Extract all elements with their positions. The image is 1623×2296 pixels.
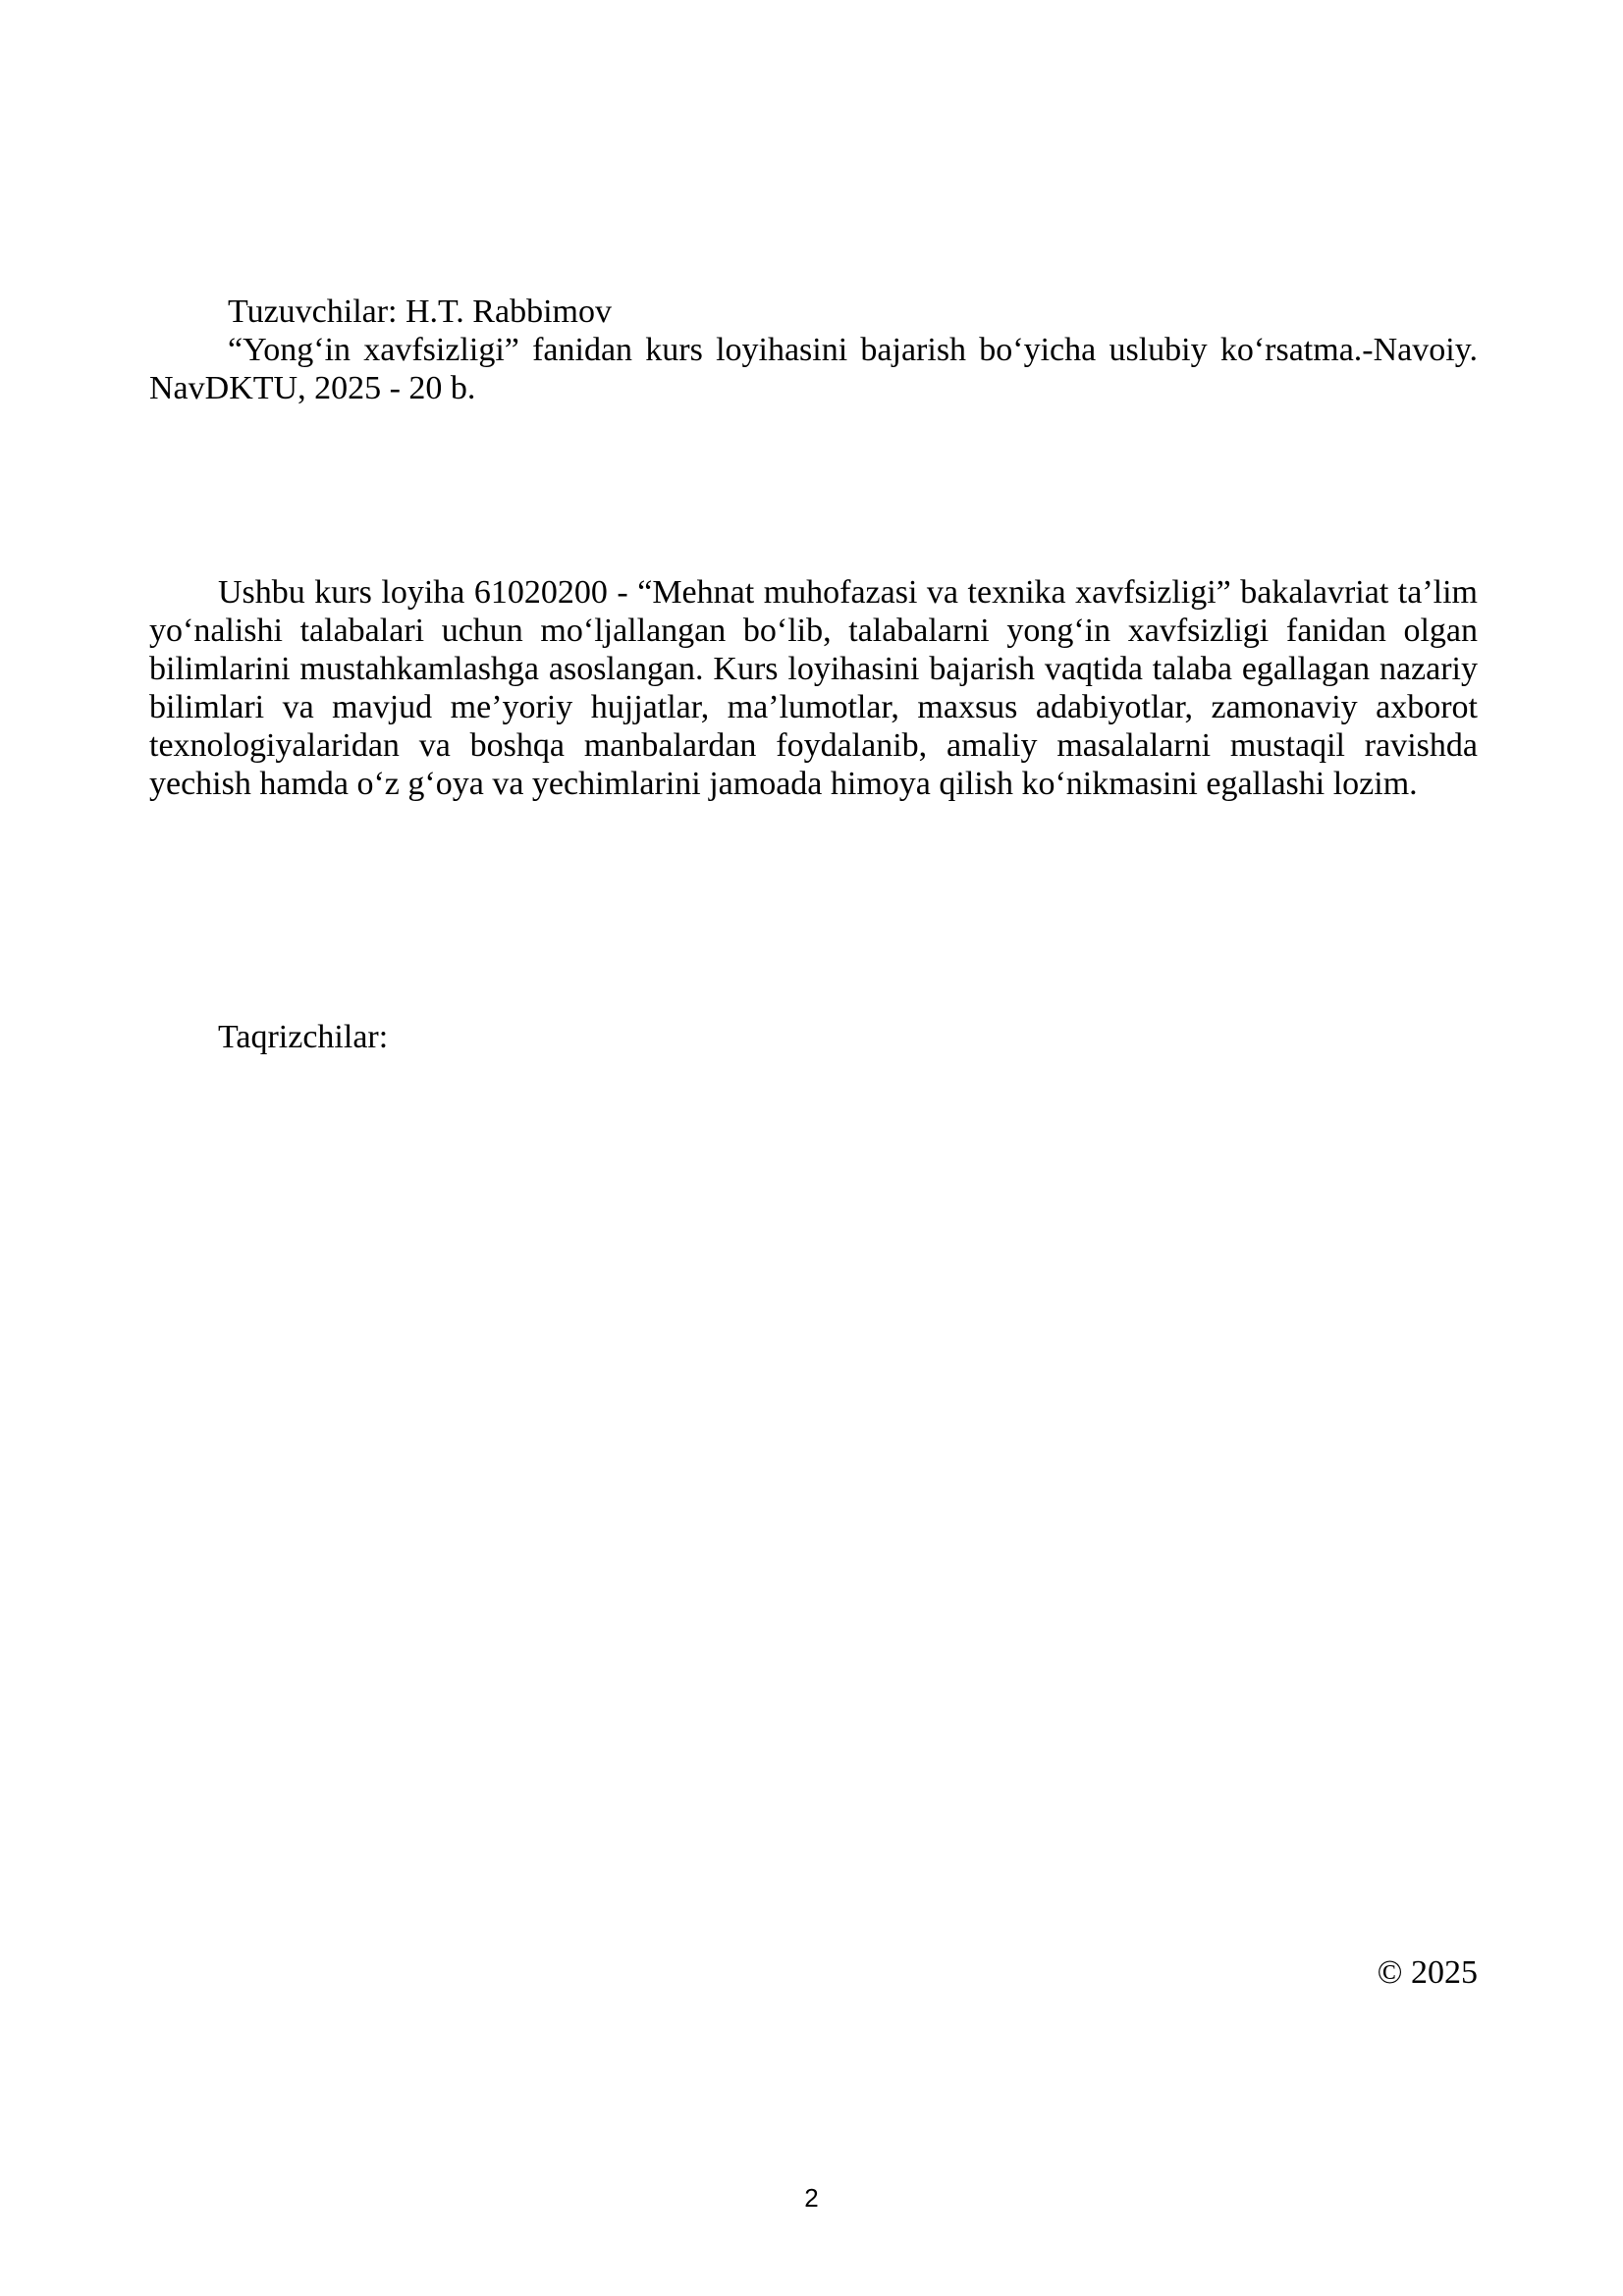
compilers-section bbox=[149, 293, 1478, 407]
citation-text: “Yong‘in xavfsizligi” fanidan kurs loyihasini bajarish bo‘yicha uslubiy ko‘rsatma.-Navoiy. NavDKTU, 2025 - 20 b. bbox=[149, 332, 1478, 406]
reviewers-label: Taqrizchilar: bbox=[218, 1019, 389, 1055]
compilers-line: Tuzuvchilar: H.T. Rabbimov bbox=[228, 294, 612, 330]
abstract-paragraph: Ushbu kurs loyiha 61020200 - “Mehnat muhofazasi va texnika xavfsizligi” bakalavriat ta’lim yo‘nalishi talabalari uchun mo‘ljallangan bo‘lib, talabalarni yong‘in xavfsizligi fanidan olgan bilimlarini mustahkamlashga asoslangan. Kurs loyihasini bajarish vaqtida talaba egallagan nazariy bilimlari va mavjud me’yoriy hujjatlar, ma’lumotlar, maxsus adabiyotlar, zamonaviy axborot texnologiyalaridan va boshqa manbalardan foydalanib, amaliy masalalarni mustaqil ravishda yechish hamda o‘z g‘oya va yechimlarini jamoada himoya qilish ko‘nikmasini egallashi lozim. bbox=[149, 574, 1478, 802]
page-number: 2 bbox=[804, 2183, 819, 2213]
copyright-notice: © 2025 bbox=[1377, 1954, 1478, 1991]
